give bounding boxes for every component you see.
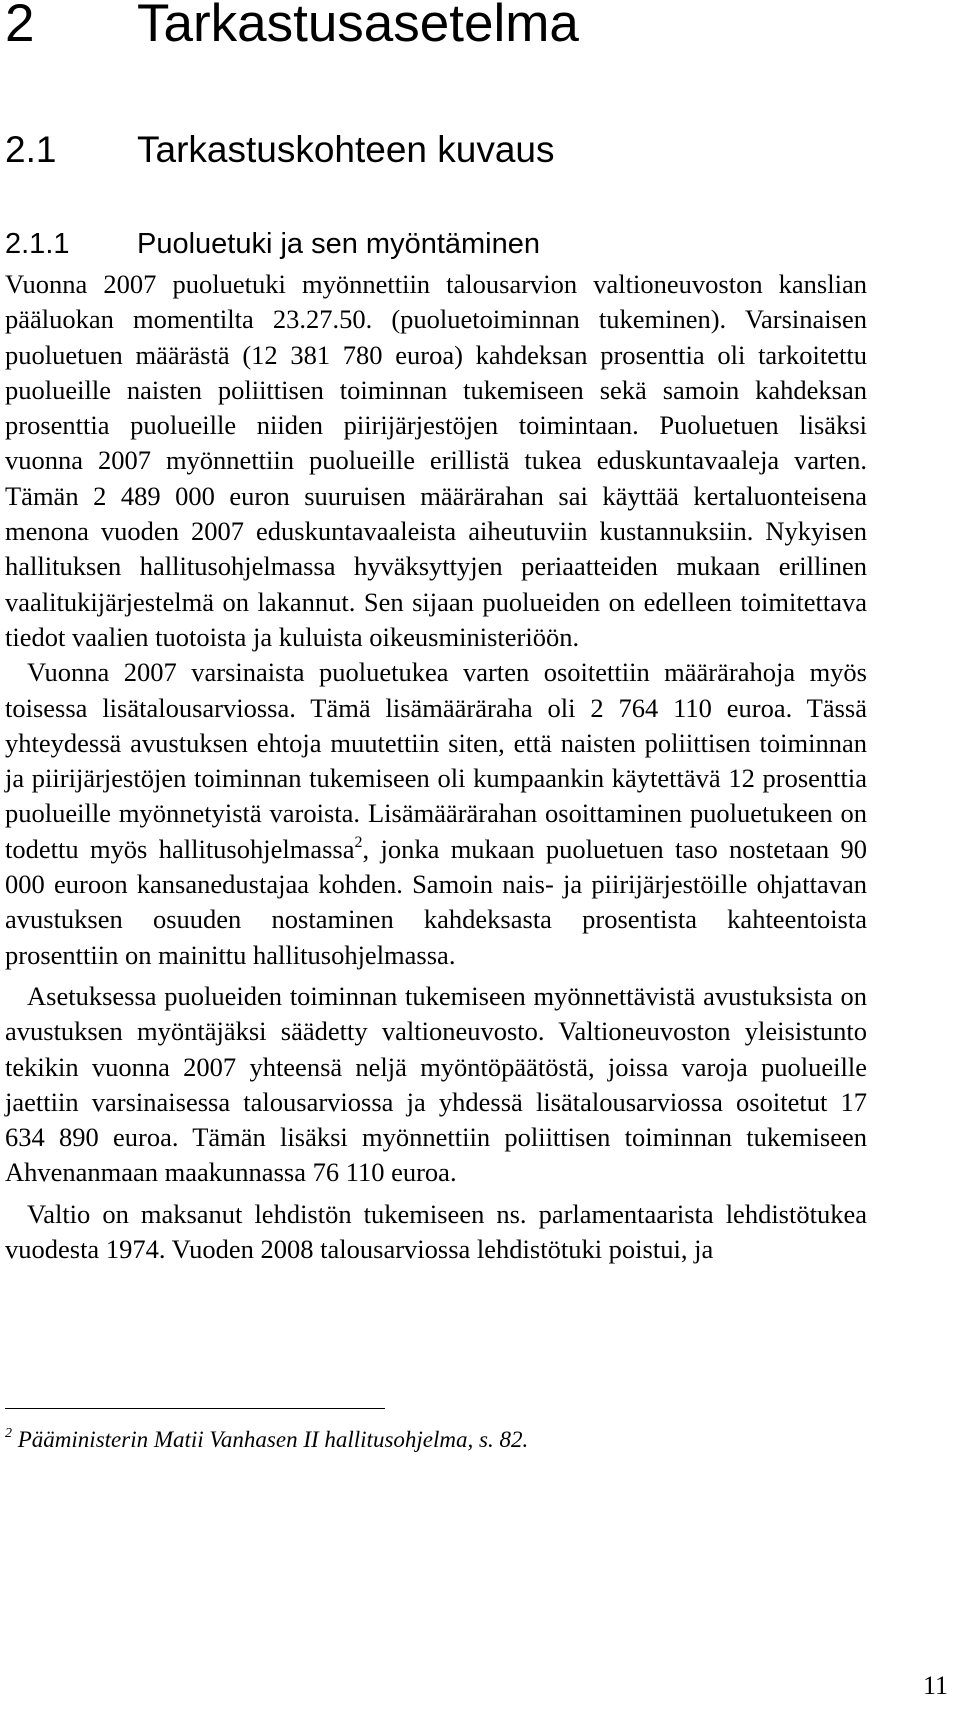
paragraph-3: Asetuksessa puolueiden toiminnan tukemiseen myönnettävistä avustuksista on avustuksen myöntäjäksi säädetty valtioneuvosto. Valtioneuvoston yleisistunto tekikin vuonna 2007 yhteensä neljä myöntöpäätöstä, joissa varoja puolueille jaettiin varsinaisessa talousarviossa ja yhdessä lisätalousarviossa osoitetut 17 634 890 euroa. Tämän lisäksi myönnettiin poliittisen toiminnan tukemiseen Ahvenanmaan maakunnassa 76 110 euroa. — [5, 980, 867, 1188]
paragraph-1: Vuonna 2007 puoluetuki myönnettiin talousarvion valtioneuvoston kanslian pääluokan momentilta 23.27.50. (puoluetoiminnan tukeminen). Varsinaisen puoluetuen määrästä (12 381 780 euroa) kahdeksan prosenttia oli tarkoitettu puolueille naisten poliittisen toiminnan tukemiseen sekä samoin kahdeksan prosenttia puolueille niiden piirijärjestöjen toimintaan. Puoluetuen lisäksi vuonna 2007 myönnettiin puolueille erillistä tukea eduskuntavaaleja varten. Tämän 2 489 000 euron suuruisen määrärahan sai käyttää kertaluonteisena menona vuoden 2007 eduskuntavaaleista aiheutuviin kustannuksiin. Nykyisen hallituksen hallitusohjelmassa hyväksyttyjen periaatteiden mukaan erillinen vaalitukijärjestelmä on lakannut. Sen sijaan puolueiden on edelleen toimitettava tiedot vaalien tuotoista ja kuluista oikeusministeriöön. — [5, 269, 867, 652]
paragraph-2 — [5, 655, 867, 973]
subsection-heading — [5, 226, 540, 262]
paragraph-2-text-b: , jonka mukaan puoluetuen taso nostetaan 90 000 euroon kansanedustajaa kohden. Samoin nais- ja piirijärjestöille ohjattavan avustuksen osuuden nostaminen kahdeksasta prosentista kahteentoista prosenttiin on mainittu hallitusohjelmassa. — [5, 833, 867, 970]
paragraph-4: Valtio on maksanut lehdistön tukemiseen ns. parlamentaarista lehdistötukea vuodesta 1974. Vuoden 2008 talousarviossa lehdistötuki poistui, ja — [5, 1198, 867, 1265]
subsection-title: Puoluetuki ja sen myöntäminen — [137, 228, 541, 260]
footnote-divider — [5, 1408, 385, 1409]
footnote-reference: 2 — [354, 833, 363, 851]
footnote-number: 2 — [5, 1426, 12, 1441]
subsection-number: 2.1.1 — [5, 228, 70, 260]
section-heading — [5, 128, 555, 172]
footnote-text: Pääministerin Matii Vanhasen II hallitusohjelma, s. 82. — [17, 1427, 529, 1452]
chapter-number: 2 — [5, 0, 35, 53]
paragraph-2-text-a: Vuonna 2007 varsinaista puoluetukea varten osoitettiin määrärahoja myös toisessa lisätalousarviossa. Tämä lisämääräraha oli 2 764 110 euroa. Tässä yhteydessä avustuksen ehtoja muutettiin siten, että naisten poliittisen toiminnan ja piirijärjestöjen toiminnan tukemiseen oli kumpaankin käytettävä 12 prosenttia puolueille myönnetyistä varoista. Lisämäärärahan osoittaminen puoluetukeen on todettu myös hallitusohjelmassa — [5, 657, 867, 864]
chapter-heading — [5, 0, 579, 54]
footnote — [5, 1425, 528, 1455]
body-text — [5, 267, 867, 1267]
chapter-title: Tarkastusasetelma — [137, 0, 579, 53]
page-number: 11 — [922, 1671, 948, 1700]
section-number: 2.1 — [5, 129, 57, 170]
section-title: Tarkastuskohteen kuvaus — [137, 129, 555, 170]
